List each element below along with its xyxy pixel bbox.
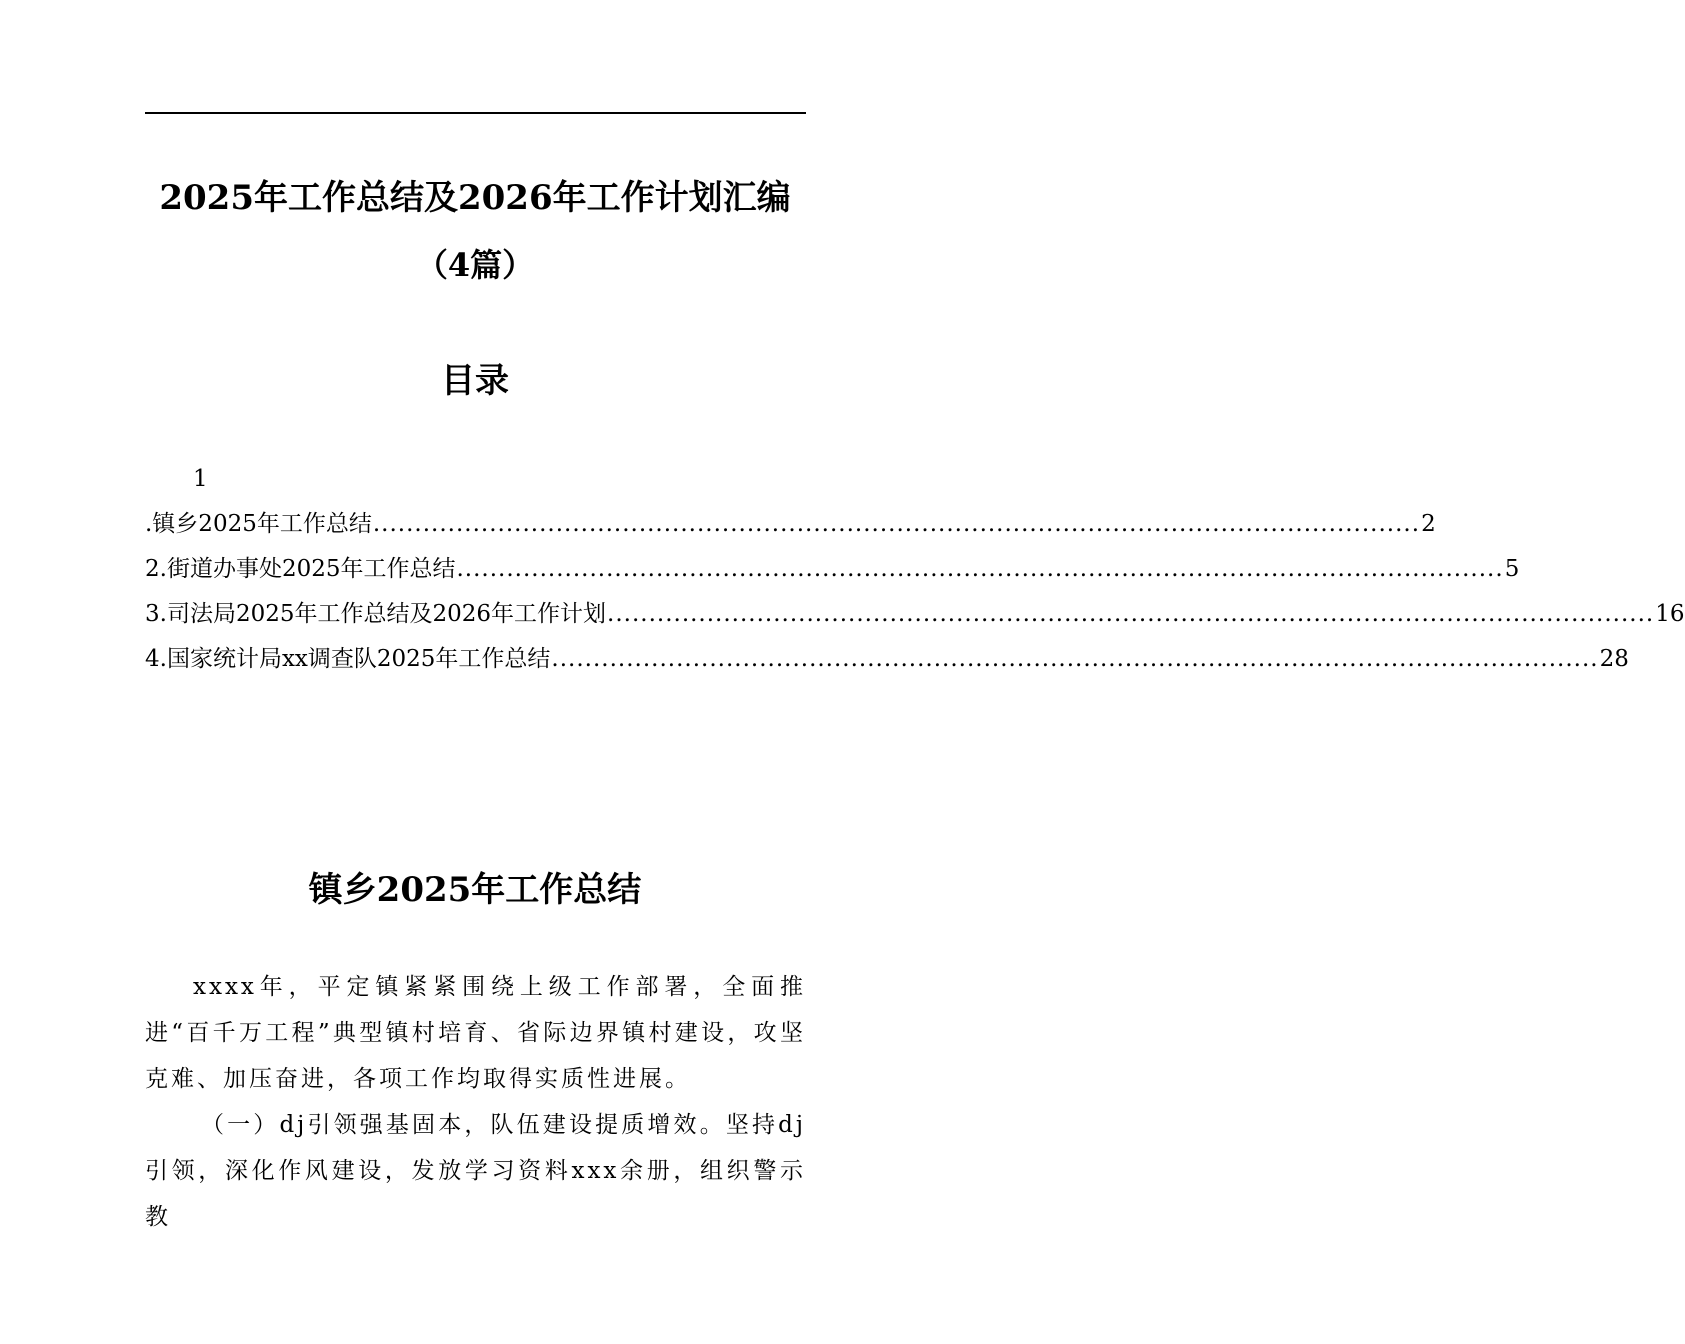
toc-item-label: 4.国家统计局xx调查队2025年工作总结	[145, 646, 551, 672]
toc-item-label: 3.司法局2025年工作总结及2026年工作计划	[145, 601, 607, 627]
toc-item-label: .镇乡2025年工作总结	[145, 511, 372, 537]
toc-leader-dots: ..............................................................................................................................	[456, 556, 1504, 582]
toc-item-page: 28	[1599, 646, 1629, 672]
body-paragraph: xxxx年，平定镇紧紧围绕上级工作部署，全面推进“百千万工程”典型镇村培育、省际边界镇村建设，攻坚克难、加压奋进，各项工作均取得实质性进展。	[145, 974, 806, 1092]
toc-item[interactable]	[145, 640, 1629, 685]
toc-leader-dots: ..............................................................................................................................	[372, 511, 1421, 537]
document-subtitle: （4篇）	[415, 246, 535, 284]
section-body	[145, 964, 806, 1240]
toc-item-page: 5	[1504, 556, 1520, 582]
toc-item-label: 2.街道办事处2025年工作总结	[145, 556, 456, 582]
body-paragraph: （一）dj引领强基固本，队伍建设提质增效。坚持dj引领，深化作风建设，发放学习资料xxx余册，组织警示教	[145, 1112, 806, 1230]
toc-item-page: 16	[1655, 601, 1685, 627]
header-rule	[145, 112, 806, 114]
toc-number-line: 1	[193, 466, 208, 492]
toc-item[interactable]	[145, 550, 1520, 595]
section-title: 镇乡2025年工作总结	[308, 870, 642, 910]
toc-item[interactable]	[145, 595, 1685, 640]
toc-leader-dots: ..............................................................................................................................	[607, 601, 1655, 627]
toc-heading: 目录	[441, 361, 509, 401]
toc-leader-dots: ..............................................................................................................................	[551, 646, 1599, 672]
toc-item[interactable]	[145, 505, 1436, 550]
table-of-contents	[145, 505, 1685, 685]
toc-item-page: 2	[1421, 511, 1436, 537]
document-title: 2025年工作总结及2026年工作计划汇编	[159, 178, 791, 218]
